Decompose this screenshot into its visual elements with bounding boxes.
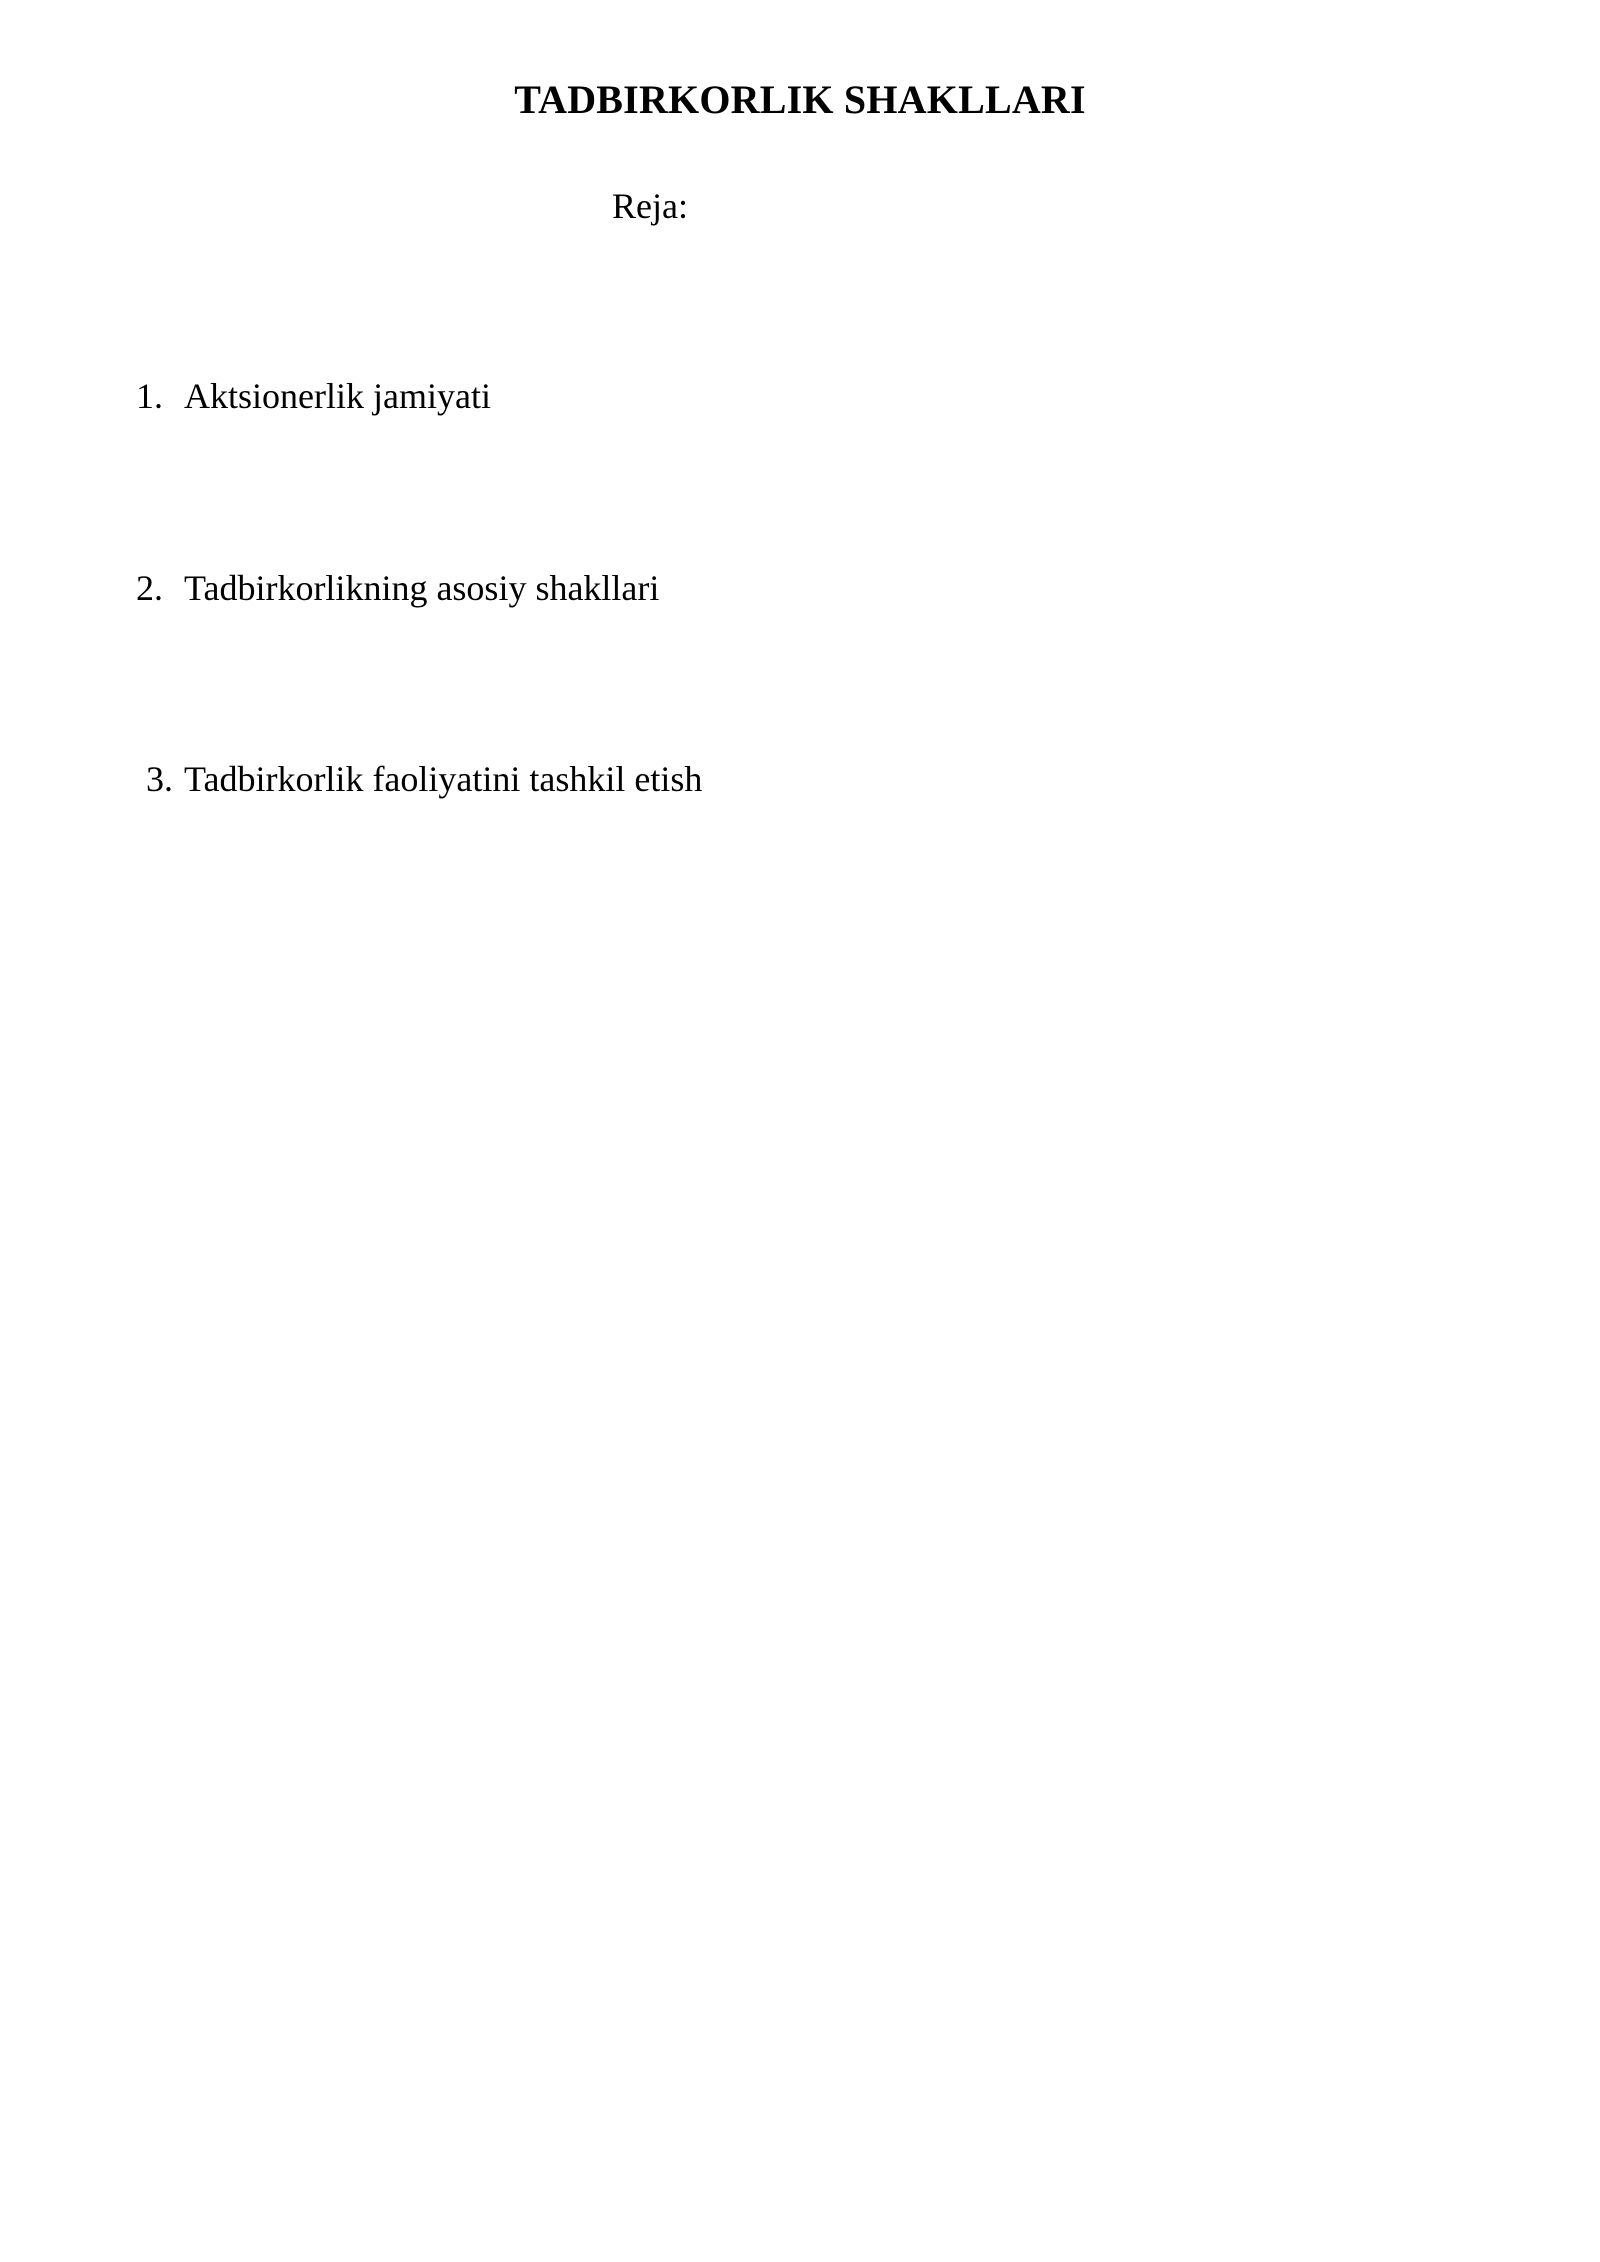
plan-item-number: 3. <box>146 759 173 799</box>
plan-item <box>146 757 702 801</box>
document-title <box>0 76 1600 124</box>
document-title-text: TADBIRKORLIK SHAKLLARI <box>514 77 1086 122</box>
plan-item <box>136 374 491 418</box>
plan-item <box>136 566 659 610</box>
plan-heading: Reja: <box>612 186 688 226</box>
plan-item-text: Tadbirkorlikning asosiy shakllari <box>184 568 660 608</box>
plan-item-text: Tadbirkorlik faoliyatini tashkil etish <box>184 759 703 799</box>
plan-item-text: Aktsionerlik jamiyati <box>184 376 491 416</box>
plan-item-number: 2. <box>136 568 163 608</box>
plan-item-number: 1. <box>136 376 163 416</box>
